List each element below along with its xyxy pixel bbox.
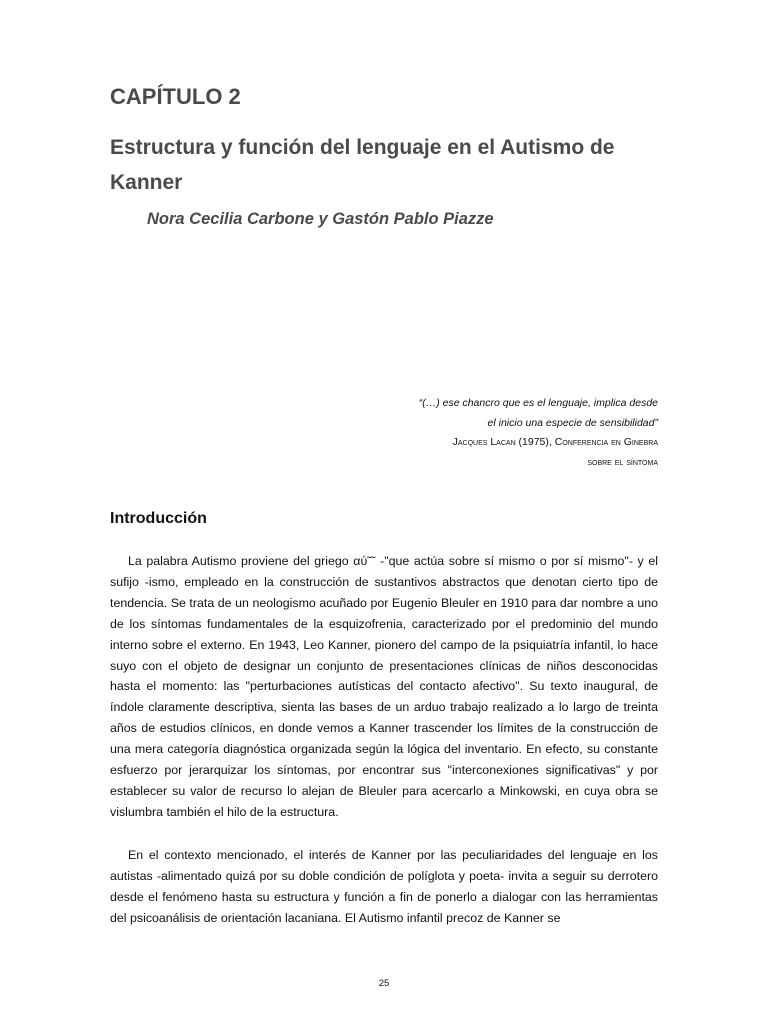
page-number: 25: [378, 978, 390, 989]
chapter-heading: CAPÍTULO 2: [110, 84, 241, 109]
epigraph-citation-line: Jacques Lacan (1975), Conferencia en Ginebra: [452, 436, 658, 448]
authors: Nora Cecilia Carbone y Gastón Pablo Piazze: [147, 210, 494, 228]
paragraph: La palabra Autismo proviene del griego αύ˜˜ -"que actúa sobre sí mismo o por sí mismo"- y el sufijo -ismo, empleado en la construcción de sustantivos abstractos que denotan cierto tipo de tendencia. Se trata de un neologismo acuñado por Eugenio Bleuler en 1910 para dar nombre a uno de los síntomas fundamentales de la esquizofrenia, caracterizado por el predominio del mundo interno sobre el externo. En 1943, Leo Kanner, pionero del campo de la psiquiatría infantil, lo hace suyo con el objeto de designar un conjunto de presentaciones clínicas de niños desconocidas hasta el momento: las "perturbaciones autísticas del contacto afectivo". Su texto inaugural, de índole claramente descriptiva, sienta las bases de un arduo trabajo realizado a lo largo de treinta años de estudios clínicos, en donde vemos a Kanner trascender los límites de la construcción de una mera categoría diagnóstica organizada según la lógica del inventario. En efecto, su constante esfuerzo por jerarquizar los síntomas, por encontrar sus "interconexiones significativas" y por establecer su valor de recurso lo alejan de Bleuler para acercarlo a Minkowski, en cuya obra se vislumbra también el hilo de la estructura.: [110, 554, 658, 819]
epigraph-citation-line: sobre el síntoma: [587, 455, 658, 468]
epigraph-quote-line: el inicio una especie de sensibilidad”: [487, 416, 658, 429]
epigraph-quote-line: “(…) ese chancro que es el lenguaje, implica desde: [418, 397, 658, 409]
section-heading: Introducción: [110, 510, 207, 527]
body-text: [110, 551, 658, 950]
chapter-title: Estructura y función del lenguaje en el Autismo de Kanner: [110, 136, 615, 194]
epigraph: [298, 394, 658, 472]
paragraph: En el contexto mencionado, el interés de Kanner por las peculiaridades del lenguaje en los autistas -alimentado quizá por su doble condición de políglota y poeta- invita a seguir su derrotero desde el fenómeno hasta su estructura y función a fin de ponerlo a dialogar con las herramientas del psicoanálisis de orientación lacaniana. El Autismo infantil precoz de Kanner se: [110, 847, 658, 925]
